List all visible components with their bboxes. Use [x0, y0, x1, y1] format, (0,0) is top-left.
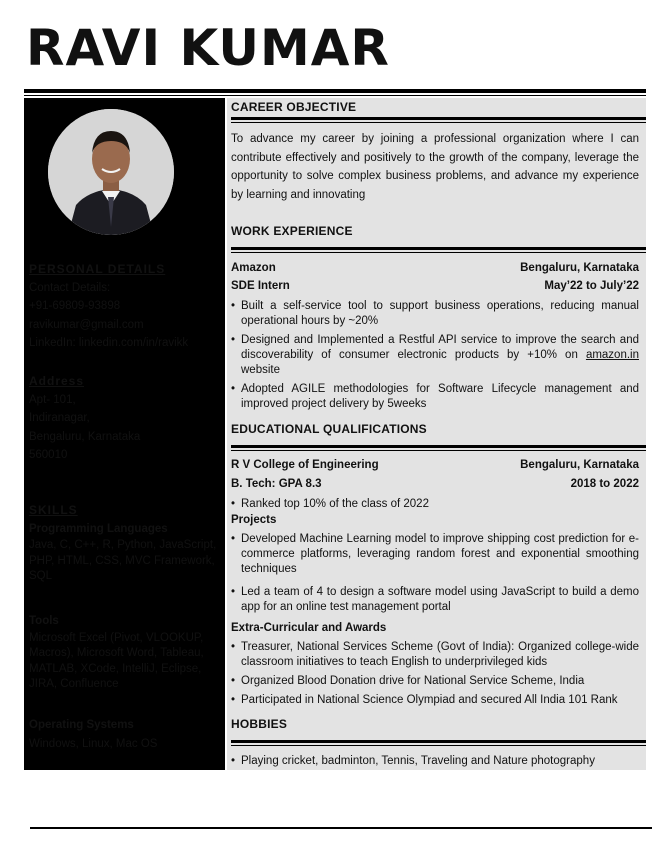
list-item: • Ranked top 10% of the class of 2022 [231, 497, 639, 512]
phone-number: +91-69809-93898 [29, 300, 121, 312]
address-section [29, 372, 221, 465]
work-role: SDE Intern [231, 280, 290, 292]
college-name: R V College of Engineering [231, 459, 379, 471]
personal-details [29, 260, 221, 353]
work-rule [231, 247, 646, 250]
address-heading: Address [29, 374, 85, 388]
list-item: • Participated in National Science Olympiad and secured All India 101 Rank [231, 693, 639, 708]
list-item: • Playing cricket, badminton, Tennis, Traveling and Nature photography [231, 754, 639, 769]
degree: B. Tech: GPA 8.3 [231, 478, 322, 490]
email-address: ravikumar@gmail.com [29, 318, 144, 331]
tools-heading: Tools [29, 615, 59, 627]
list-item: • Led a team of 4 to design a software model using JavaScript to build a demo app for an online test management portal [231, 585, 639, 615]
work-rule-thin [231, 252, 646, 253]
programming-line: SQL [29, 570, 53, 582]
work-bullets [231, 299, 639, 416]
work-location: Bengaluru, Karnataka [520, 262, 639, 274]
list-item: • Adopted AGILE methodologies for Software Lifecycle management and improved project delivery by 5weeks [231, 382, 639, 412]
education-rule-thin [231, 450, 646, 451]
list-item: • Organized Blood Donation drive for National Service Scheme, India [231, 674, 639, 689]
work-company: Amazon [231, 262, 276, 274]
hobbies-rule-thin [231, 745, 646, 746]
linkedin-url: LinkedIn: linkedin.com/in/ravikk [29, 337, 189, 349]
profile-photo [48, 109, 174, 235]
header-rule-thick [24, 89, 646, 93]
work-heading: WORK EXPERIENCE [231, 224, 353, 238]
career-rule-thin [231, 122, 646, 123]
list-item: • Built a self-service tool to support business operations, reducing manual operational hours by ~20% [231, 299, 639, 329]
hobbies-bullets [231, 754, 639, 773]
projects-bullets [231, 532, 639, 619]
work-company-row [231, 262, 639, 274]
list-item-text: Designed and Implemented a Restful API service to improve the search and discoverability of consumer electronic products by +10% on [241, 334, 639, 361]
programming-heading: Programming Languages [29, 522, 168, 535]
hobbies-rule [231, 740, 646, 743]
extra-bullets [231, 640, 639, 712]
tools-section [29, 612, 221, 693]
amazon-link[interactable]: amazon.in [585, 349, 639, 361]
address-line: Indiranagar, [29, 412, 90, 424]
education-rule [231, 445, 646, 448]
career-rule [231, 117, 646, 120]
programming-line: PHP, HTML, CSS, MVC Framework, [29, 554, 215, 567]
contact-label: Contact Details: [29, 281, 111, 294]
personal-heading: PERSONAL DETAILS [29, 262, 166, 276]
projects-heading: Projects [231, 514, 277, 526]
education-heading: EDUCATIONAL QUALIFICATIONS [231, 422, 427, 436]
list-item [231, 333, 639, 378]
work-role-row [231, 280, 639, 292]
degree-row [231, 478, 639, 490]
address-line: Apt- 101, [29, 393, 76, 406]
tools-line: MATLAB, XCode, IntelliJ, Eclipse, [29, 662, 202, 675]
list-item-tail: website [241, 364, 280, 376]
list-item: • Treasurer, National Services Scheme (Govt of India): Organized college-wide classroom initiatives to teach English to underprivileged kids [231, 640, 639, 670]
tools-line: Microsoft Excel (Pivot, VLOOKUP, [29, 631, 204, 644]
career-heading: CAREER OBJECTIVE [231, 100, 357, 114]
college-location: Bengaluru, Karnataka [520, 459, 639, 471]
tools-line: JIRA, Confluence [29, 678, 119, 690]
tools-line: Macros), Microsoft Word, Tableau, [29, 647, 204, 659]
college-row [231, 459, 639, 471]
resume-name: RAVI KUMAR [26, 19, 390, 77]
address-line: 560010 [29, 449, 68, 461]
extra-heading-row [231, 622, 639, 634]
os-section [29, 716, 221, 753]
projects-heading-row [231, 514, 639, 526]
person-photo-icon [48, 109, 174, 235]
address-line: Bengaluru, Karnataka [29, 430, 141, 443]
skills-section [29, 501, 221, 585]
os-line: Windows, Linux, Mac OS [29, 737, 158, 750]
hobbies-heading: HOBBIES [231, 717, 288, 731]
work-dates: May’22 to July’22 [544, 280, 639, 292]
career-text: To advance my career by joining a professional organization where I can contribute effectively and positively to the growth of the company, leverage the opportunity to solve complex business problems, and advance my experience by learning and innovating [231, 133, 639, 201]
list-item: • Developed Machine Learning model to improve shipping cost prediction for e-commerce platforms, leveraging random forest and exponential smoothing techniques [231, 532, 639, 577]
header-rule-thin [24, 95, 646, 96]
skills-heading: SKILLS [29, 503, 78, 517]
extra-heading: Extra-Curricular and Awards [231, 622, 387, 634]
footer-rule [30, 827, 652, 829]
os-heading: Operating Systems [29, 719, 134, 731]
programming-line: Java, C, C++, R, Python, JavaScript, [29, 539, 217, 551]
degree-years: 2018 to 2022 [570, 478, 639, 490]
